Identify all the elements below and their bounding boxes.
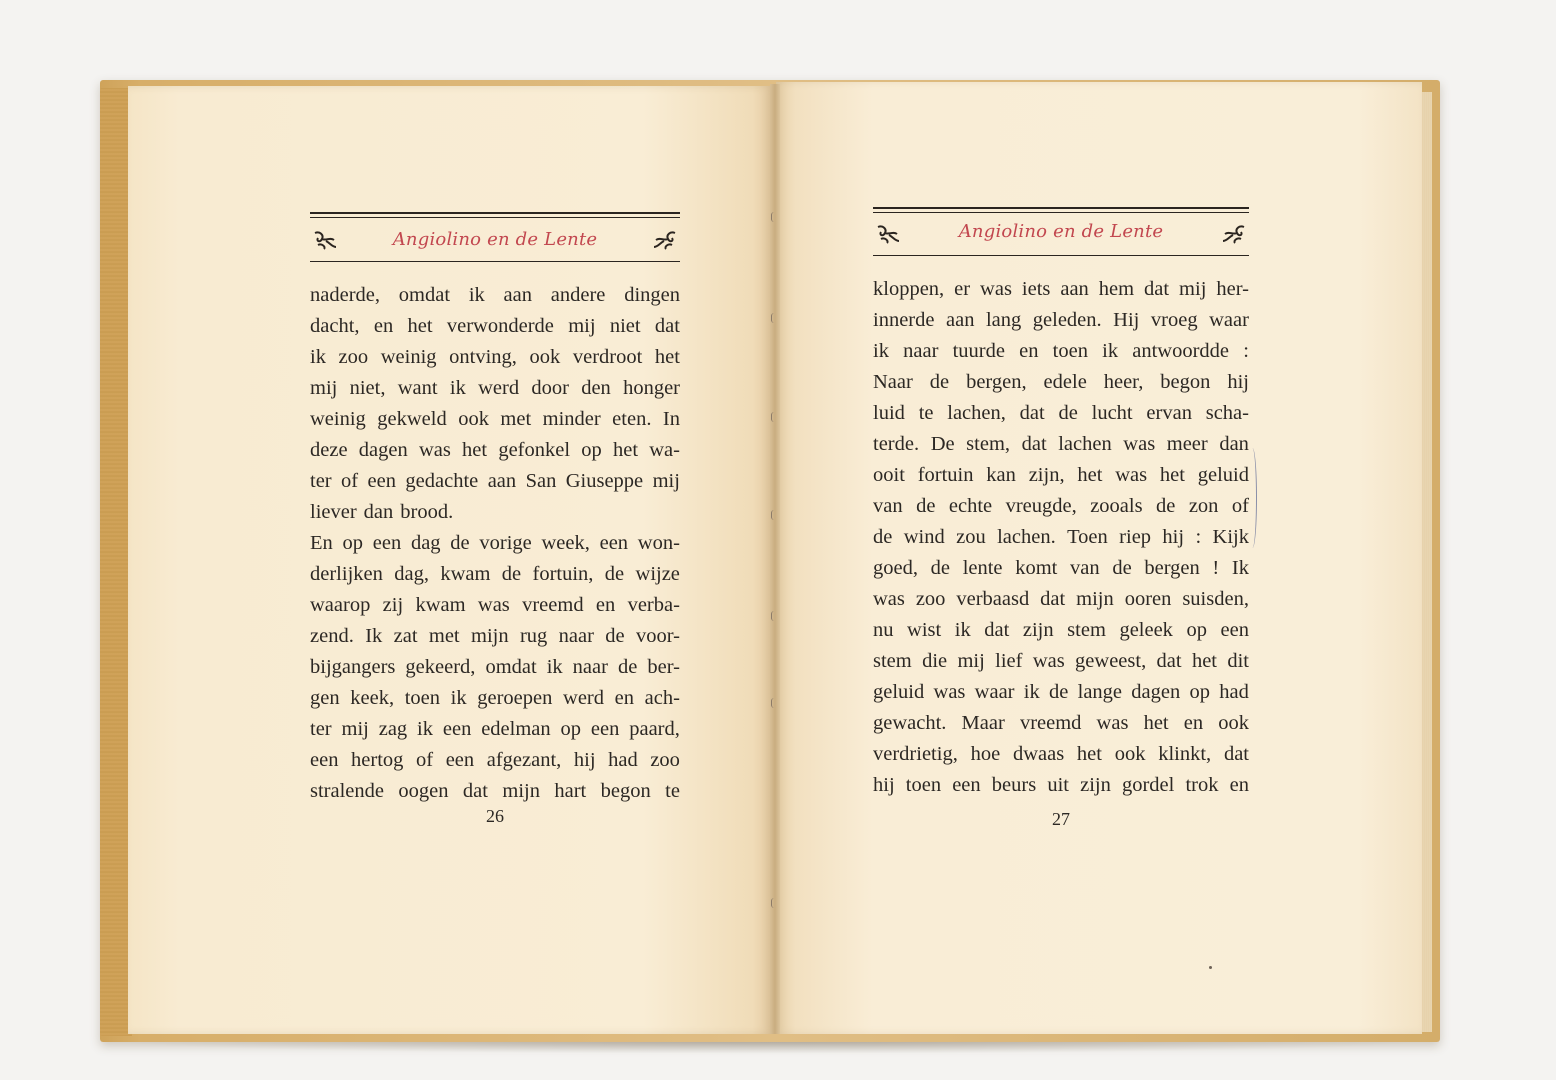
paper-speck [1209,966,1212,969]
text-line: ter of een gedachte aan San Giuseppe mij [310,470,680,492]
right-page-content [873,207,1249,832]
binding-stitch [771,212,779,222]
text-line: een hertog of een afgezant, hij had zoo [310,749,680,771]
text-line: ooit fortuin kan zijn, het was het geluid [873,464,1249,486]
running-head: Angiolino en de Lente [392,229,598,250]
text-line: stralende oogen dat mijn hart begon te [310,780,680,802]
text-line: ik naar tuurde en toen ik antwoordde : [873,340,1249,362]
header-rule [873,207,1249,209]
pencil-margin-mark [1248,448,1257,548]
header-rule [873,255,1249,256]
text-line: zend. Ik zat met mijn rug naar de voor- [310,625,680,647]
book-gutter [770,84,780,1034]
text-line: verdrietig, hoe dwaas het ook klinkt, dat [873,743,1249,765]
fleuron-icon [1221,223,1247,245]
text-line: gen keek, toen ik geroepen werd en ach- [310,687,680,709]
text-line: dacht, en het verwonderde mij niet dat [310,315,680,337]
header-rule [310,217,680,218]
body-text [310,280,680,807]
text-line: liever dan brood. [310,501,454,523]
text-line: En op een dag de vorige week, een won- [310,532,680,554]
text-line: gewacht. Maar vreemd was het en ook [873,712,1249,734]
text-line: bijgangers gekeerd, omdat ik naar de ber- [310,656,680,678]
text-line: mij niet, want ik werd door den honger [310,377,680,399]
binding-stitch [771,611,779,621]
fleuron-icon [652,229,678,251]
binding-stitch [771,313,779,323]
text-line: van de echte vreugde, zooals de zon of [873,495,1249,517]
text-line: waarop zij kwam was vreemd en verba- [310,594,680,616]
text-line: nu wist ik dat zijn stem geleek op een [873,619,1249,641]
binding-stitch [771,898,779,908]
text-line: Naar de bergen, edele heer, begon hij [873,371,1249,393]
text-line: de wind zou lachen. Toen riep hij : Kijk [873,526,1249,548]
text-line: stem die mij lief was geweest, dat het dit [873,650,1249,672]
binding-stitch [771,412,779,422]
text-line: ik zoo weinig ontving, ook verdroot het [310,346,680,368]
text-line: goed, de lente komt van de bergen ! Ik [873,557,1249,579]
text-line: hij toen een beurs uit zijn gordel trok en [873,774,1249,796]
text-line: deze dagen was het gefonkel op het wa- [310,439,680,461]
header-rule [310,212,680,214]
text-line: geluid was waar ik de lange dagen op had [873,681,1249,703]
header-rule [873,212,1249,213]
text-line: ter mij zag ik een edelman op een paard, [310,718,680,740]
header-rule [310,261,680,262]
binding-stitch [771,510,779,520]
page-number: 27 [1052,809,1070,829]
page-number: 26 [486,806,504,826]
body-text [873,274,1249,801]
running-head: Angiolino en de Lente [958,221,1164,242]
text-line: weinig gekweld ook met minder eten. In [310,408,680,430]
binding-stitch [771,698,779,708]
text-line: luid te lachen, dat de lucht ervan scha- [873,402,1249,424]
text-line: innerde aan lang geleden. Hij vroeg waar [873,309,1249,331]
text-line: derlijken dag, kwam de fortuin, de wijze [310,563,680,585]
left-page-content [310,212,680,832]
text-line: was zoo verbaasd dat mijn ooren suisden, [873,588,1249,610]
text-line: terde. De stem, dat lachen was meer dan [873,433,1249,455]
text-line: naderde, omdat ik aan andere dingen [310,284,680,306]
text-line: kloppen, er was iets aan hem dat mij her- [873,278,1249,300]
